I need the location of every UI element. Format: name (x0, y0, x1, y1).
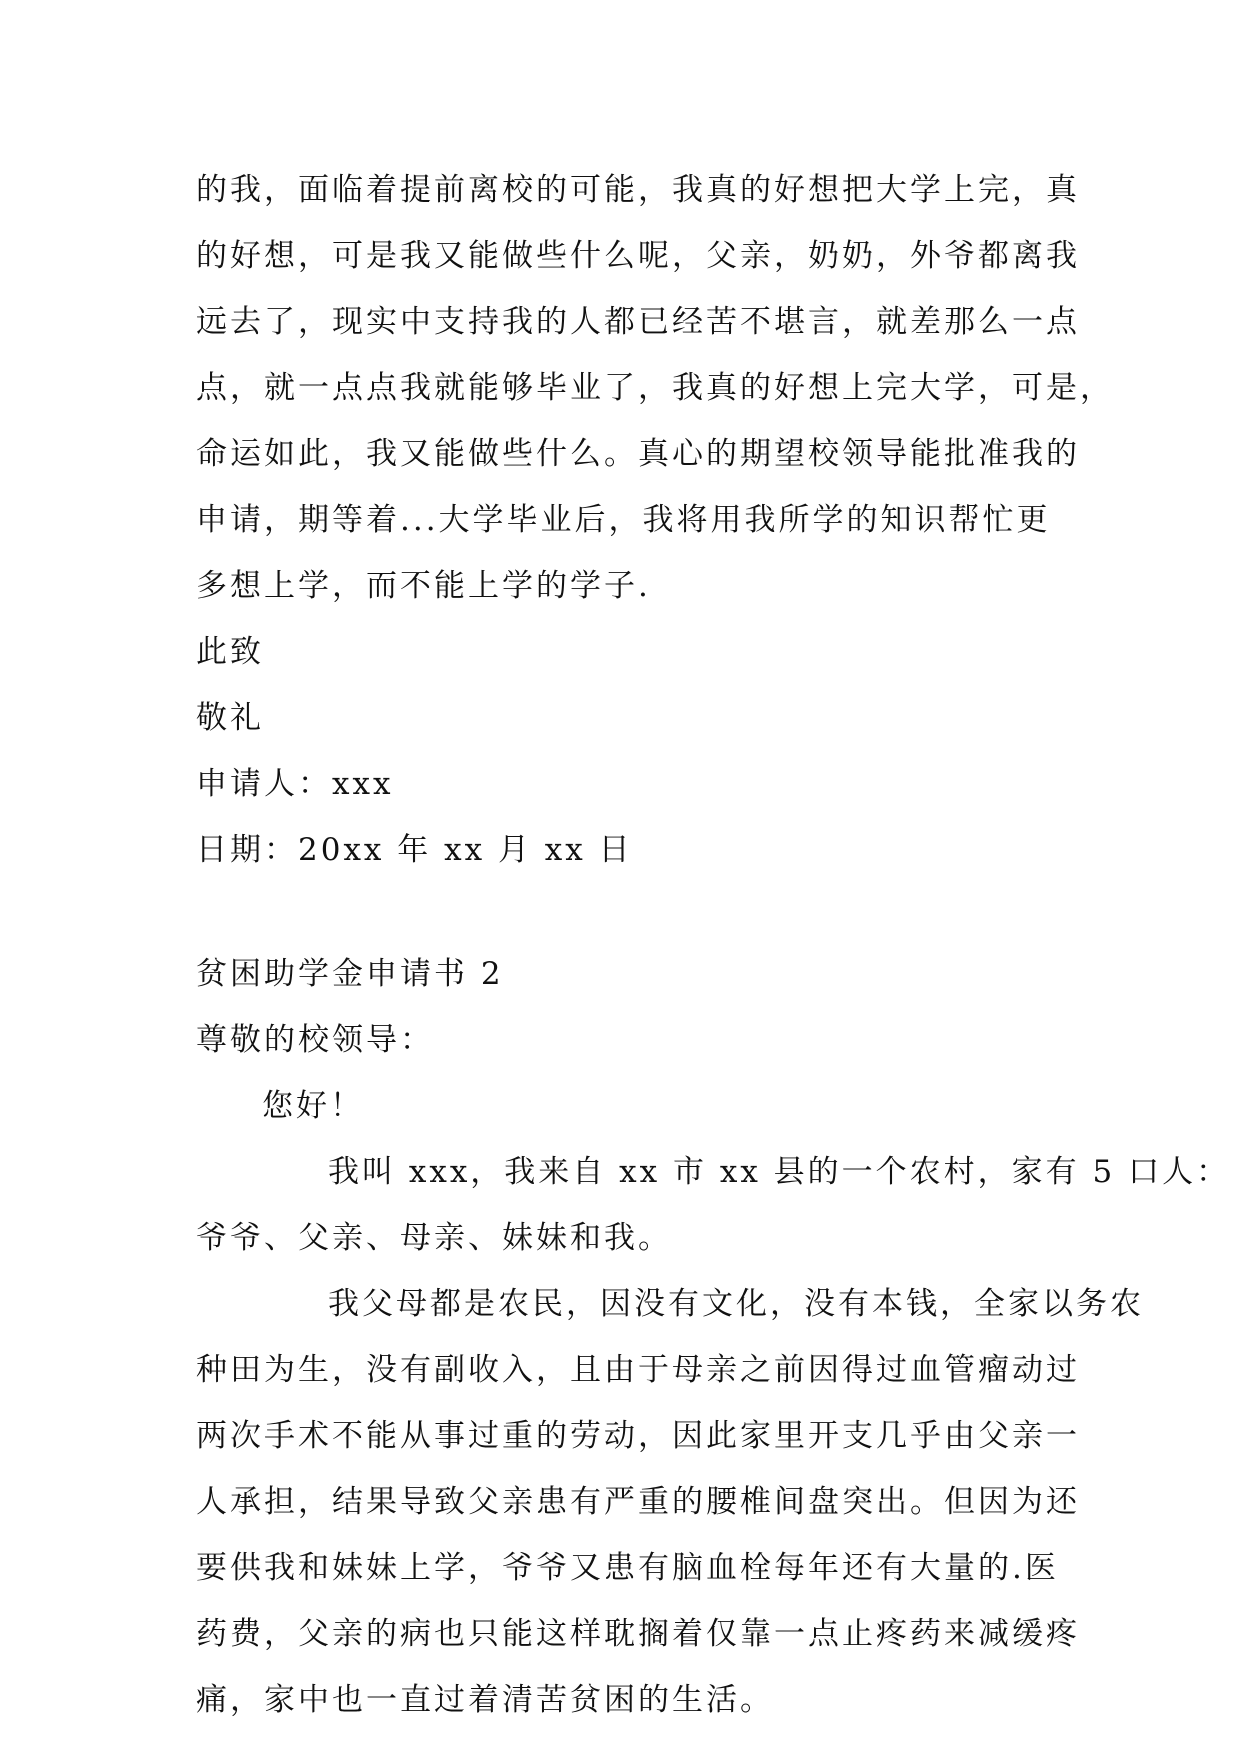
body-line: 远去了，现实中支持我的人都已经苦不堪言，就差那么一点 (196, 304, 1080, 340)
body-line: 我叫 xxx，我来自 xx 市 xx 县的一个农村，家有 5 口人： (328, 1154, 1231, 1190)
body-line: 命运如此，我又能做些什么。真心的期望校领导能批准我的 (196, 436, 1080, 472)
letter2-greeting: 您好！ (262, 1088, 364, 1124)
letter1-body-paragraph (196, 157, 1114, 619)
closing-line-1: 此致 (196, 634, 264, 670)
body-line: 两次手术不能从事过重的劳动，因此家里开支几乎由父亲一 (196, 1418, 1080, 1454)
body-line: 种田为生，没有副收入，且由于母亲之前因得过血管瘤动过 (196, 1352, 1080, 1388)
body-line: 点，就一点点我就能够毕业了，我真的好想上完大学，可是， (196, 370, 1114, 406)
body-line: 申请，期等着...大学毕业后，我将用我所学的知识帮忙更 (196, 502, 1051, 538)
letter2-paragraph-2 (196, 1271, 1144, 1733)
body-line: 药费，父亲的病也只能这样耽搁着仅靠一点止疼药来减缓疼 (196, 1616, 1080, 1652)
body-line: 我父母都是农民，因没有文化，没有本钱，全家以务农 (328, 1286, 1144, 1322)
letter2-paragraph-1 (196, 1139, 1231, 1271)
document-content (196, 157, 1231, 1733)
letter2-title: 贫困助学金申请书 2 (196, 956, 504, 992)
date-line: 日期：20xx 年 xx 月 xx 日 (196, 832, 633, 868)
body-line: 的好想，可是我又能做些什么呢，父亲，奶奶，外爷都离我 (196, 238, 1080, 274)
body-line: 痛，家中也一直过着清苦贫困的生活。 (196, 1682, 774, 1718)
applicant-line: 申请人：xxx (196, 766, 394, 802)
body-line: 爷爷、父亲、母亲、妹妹和我。 (196, 1220, 672, 1256)
closing-line-2: 敬礼 (196, 700, 264, 736)
body-line: 要供我和妹妹上学，爷爷又患有脑血栓每年还有大量的.医 (196, 1550, 1059, 1586)
body-line: 的我，面临着提前离校的可能，我真的好想把大学上完，真 (196, 172, 1080, 208)
body-line: 人承担，结果导致父亲患有严重的腰椎间盘突出。但因为还 (196, 1484, 1080, 1520)
body-line: 多想上学，而不能上学的学子. (196, 568, 651, 604)
letter2-salutation: 尊敬的校领导： (196, 1022, 434, 1058)
section-gap (196, 883, 1062, 941)
